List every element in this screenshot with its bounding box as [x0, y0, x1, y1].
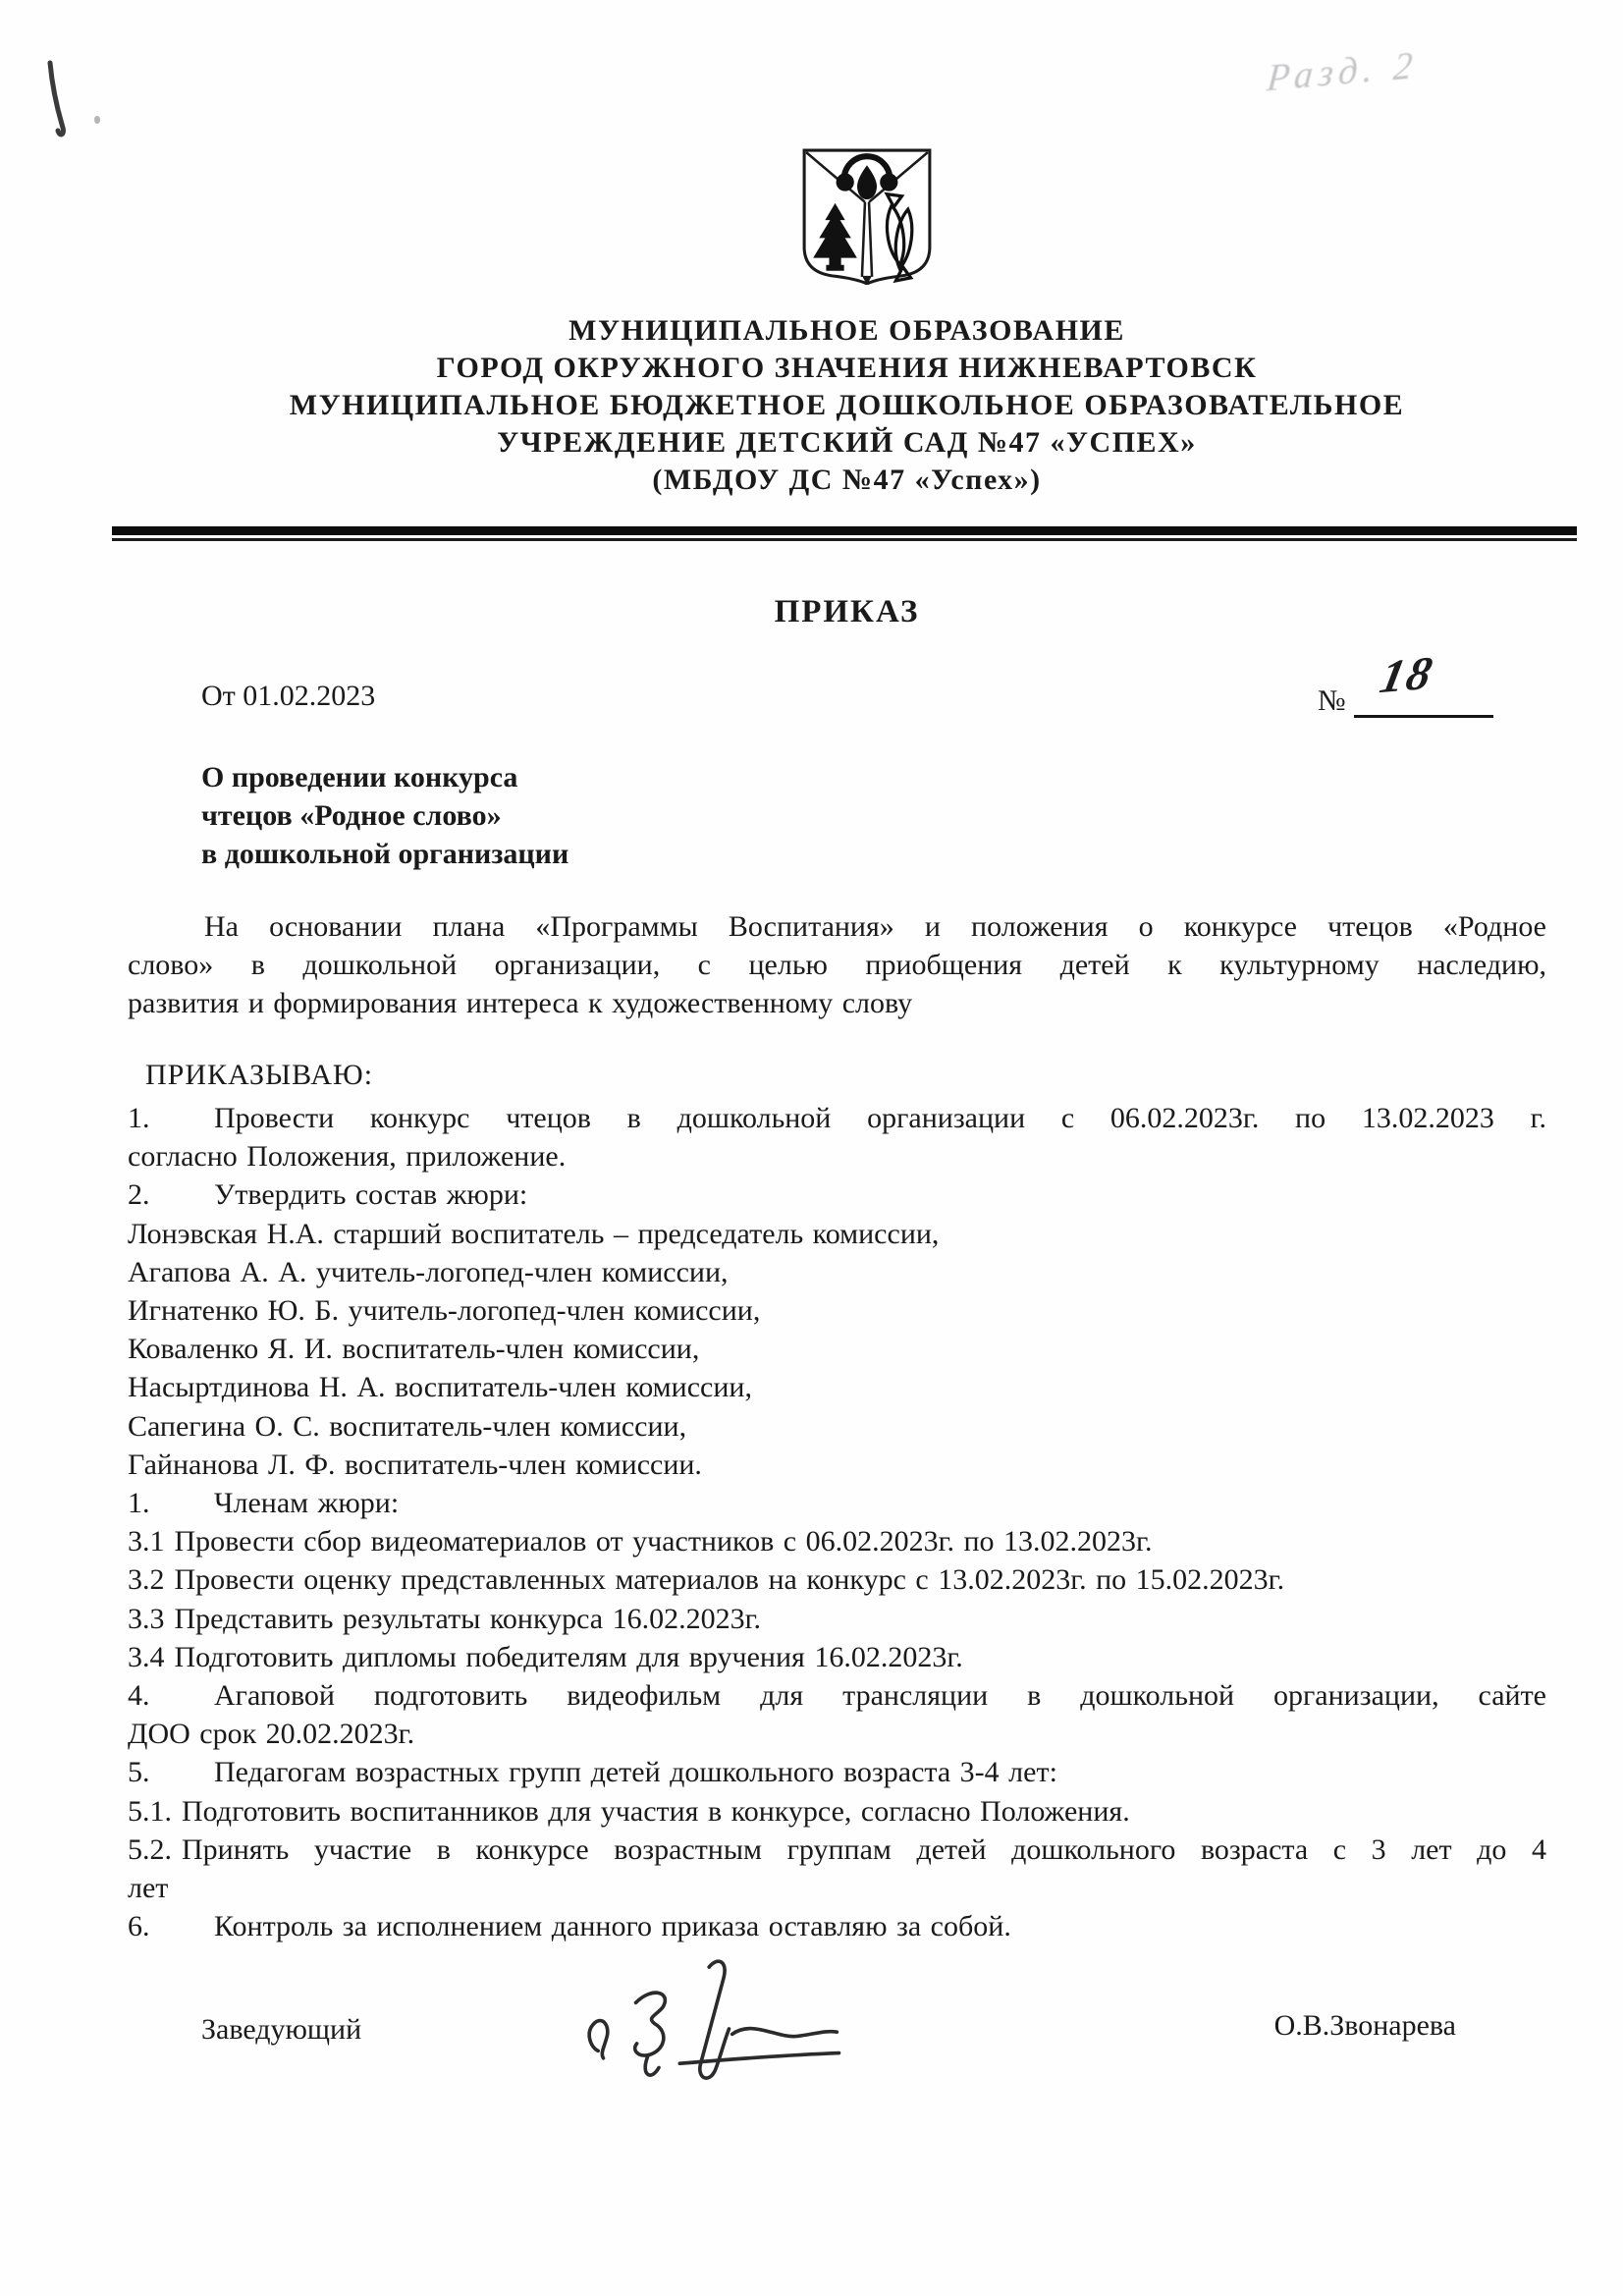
- subject-line: О проведении конкурса: [201, 761, 518, 793]
- org-header-line: (МБДОУ ДС №47 «Успех»): [652, 464, 1042, 496]
- order-item-row: [128, 1522, 1546, 1560]
- item-number: 4.: [128, 1679, 150, 1713]
- document-title: ПРИКАЗ: [774, 594, 920, 629]
- pen-stroke-mark: [41, 59, 75, 149]
- item-text: Провести сбор видеоматериалов от участников с 06.02.2023г. по 13.02.2023г.: [174, 1525, 1153, 1558]
- order-item-row: [128, 1715, 1546, 1753]
- order-item-row: [128, 1753, 1546, 1791]
- org-header-line: МУНИЦИПАЛЬНОЕ БЮДЖЕТНОЕ ДОШКОЛЬНОЕ ОБРАЗОВАТЕЛЬНОЕ: [289, 389, 1405, 421]
- order-items: [128, 1099, 1546, 1945]
- item-text: Коваленко Я. И. воспитатель-член комиссии,: [128, 1333, 700, 1366]
- order-preamble: [128, 907, 1546, 1022]
- jury-member-row: [128, 1407, 1546, 1446]
- subject-line: чтецов «Родное слово»: [201, 799, 502, 832]
- signature-block: [128, 2001, 1546, 2119]
- order-date: От 01.02.2023: [201, 680, 376, 712]
- item-text: Гайнанова Л. Ф. воспитатель-член комиссии.: [128, 1448, 702, 1481]
- item-text: Утвердить состав жюри:: [214, 1178, 528, 1212]
- item-text: Агаповой подготовить видеофильм для трансляции в дошкольной организации, сайте: [214, 1679, 1546, 1713]
- jury-member-row: [128, 1291, 1546, 1330]
- item-number: 3.2: [128, 1563, 165, 1597]
- coat-of-arms-icon: [799, 145, 935, 285]
- order-item-row: [128, 1175, 1546, 1214]
- item-text: Провести оценку представленных материалов на конкурс с 13.02.2023г. по 15.02.2023г.: [174, 1563, 1285, 1597]
- date-number-row: [128, 646, 1561, 744]
- item-text: Насыртдинова Н. А. воспитатель-член комиссии,: [128, 1371, 752, 1404]
- item-text: лет: [128, 1872, 169, 1905]
- item-text: Агапова А. А. учитель-логопед-член комиссии,: [128, 1255, 729, 1288]
- order-item-row: [128, 1676, 1546, 1715]
- preamble-line: На основании плана «Программы Воспитания» и положения о конкурсе чтецов «Родное: [204, 910, 1546, 943]
- item-number: 1.: [128, 1102, 150, 1134]
- order-item-row: [128, 1600, 1546, 1638]
- item-number: 3.3: [128, 1602, 165, 1635]
- subject-line: в дошкольной организации: [201, 838, 569, 870]
- preamble-line: развития и формирования интереса к художественному слову: [128, 987, 913, 1019]
- item-number: 2.: [128, 1178, 150, 1212]
- signature-scribble: [574, 1950, 869, 2107]
- org-header: [128, 312, 1566, 499]
- item-text: Сапегина О. С. воспитатель-член комиссии,: [128, 1409, 687, 1443]
- pencil-annotation: Разд. 2: [1265, 44, 1421, 100]
- jury-member-row: [128, 1253, 1546, 1291]
- signatory-position: Заведующий: [201, 2013, 362, 2046]
- item-number: 5.1.: [128, 1794, 172, 1828]
- order-item-row: [128, 1869, 1546, 1907]
- order-item-row: [128, 1792, 1546, 1831]
- item-text: Провести конкурс чтецов в дошкольной организации с 06.02.2023г. по 13.02.2023 г.: [214, 1102, 1546, 1134]
- item-text: Представить результаты конкурса 16.02.2023г.: [174, 1602, 762, 1635]
- item-text: Контроль за исполнением данного приказа оставляю за собой.: [214, 1910, 1011, 1943]
- order-item-row: [128, 1484, 1546, 1522]
- jury-member-row: [128, 1330, 1546, 1368]
- order-item-row: [128, 1137, 1546, 1175]
- order-item-row: [128, 1907, 1546, 1945]
- item-text: ДОО срок 20.02.2023г.: [128, 1718, 415, 1751]
- item-text: Принять участие в конкурсе возрастным группам детей дошкольного возраста с 3 лет до 4: [182, 1832, 1546, 1866]
- item-text: Игнатенко Ю. Б. учитель-логопед-член комиссии,: [128, 1294, 761, 1328]
- item-number: 3.1: [128, 1525, 165, 1558]
- org-header-line: УЧРЕЖДЕНИЕ ДЕТСКИЙ САД №47 «УСПЕХ»: [497, 426, 1197, 459]
- jury-member-row: [128, 1368, 1546, 1406]
- jury-member-row: [128, 1215, 1546, 1253]
- number-sign: №: [1318, 684, 1346, 717]
- header-divider: [112, 526, 1577, 541]
- org-header-line: МУНИЦИПАЛЬНОЕ ОБРАЗОВАНИЕ: [568, 314, 1125, 347]
- jury-member-row: [128, 1446, 1546, 1484]
- item-number: 1.: [128, 1487, 150, 1520]
- item-text: Подготовить дипломы победителям для вручения 16.02.2023г.: [174, 1640, 963, 1673]
- item-text: Членам жюри:: [214, 1487, 400, 1520]
- signatory-name: О.В.Звонарева: [1273, 2009, 1456, 2042]
- order-number: [1318, 646, 1493, 718]
- item-text: Лонэвская Н.А. старший воспитатель – председатель комиссии,: [128, 1217, 940, 1250]
- order-item-row: [128, 1099, 1546, 1137]
- item-text: Подготовить воспитанников для участия в конкурсе, согласно Положения.: [182, 1794, 1130, 1828]
- item-number: 5.: [128, 1756, 150, 1789]
- org-header-line: ГОРОД ОКРУЖНОГО ЗНАЧЕНИЯ НИЖНЕВАРТОВСК: [436, 352, 1258, 384]
- order-item-row: [128, 1638, 1546, 1676]
- item-number: 6.: [128, 1910, 150, 1943]
- order-subject: [201, 758, 1085, 873]
- order-item-row: [128, 1831, 1546, 1869]
- item-text: Педагогам возрастных групп детей дошкольного возраста 3-4 лет:: [214, 1756, 1057, 1789]
- decree-word: ПРИКАЗЫВАЮ:: [145, 1059, 374, 1091]
- ink-speck: [94, 116, 100, 124]
- item-number: 3.4: [128, 1640, 165, 1673]
- item-text: согласно Положения, приложение.: [128, 1140, 567, 1174]
- item-number: 5.2.: [128, 1832, 172, 1866]
- order-item-row: [128, 1560, 1546, 1599]
- handwritten-number: 18: [1375, 646, 1438, 704]
- preamble-line: слово» в дошкольной организации, с целью приобщения детей к культурному наследию,: [128, 949, 1546, 981]
- number-underline: [1354, 646, 1493, 718]
